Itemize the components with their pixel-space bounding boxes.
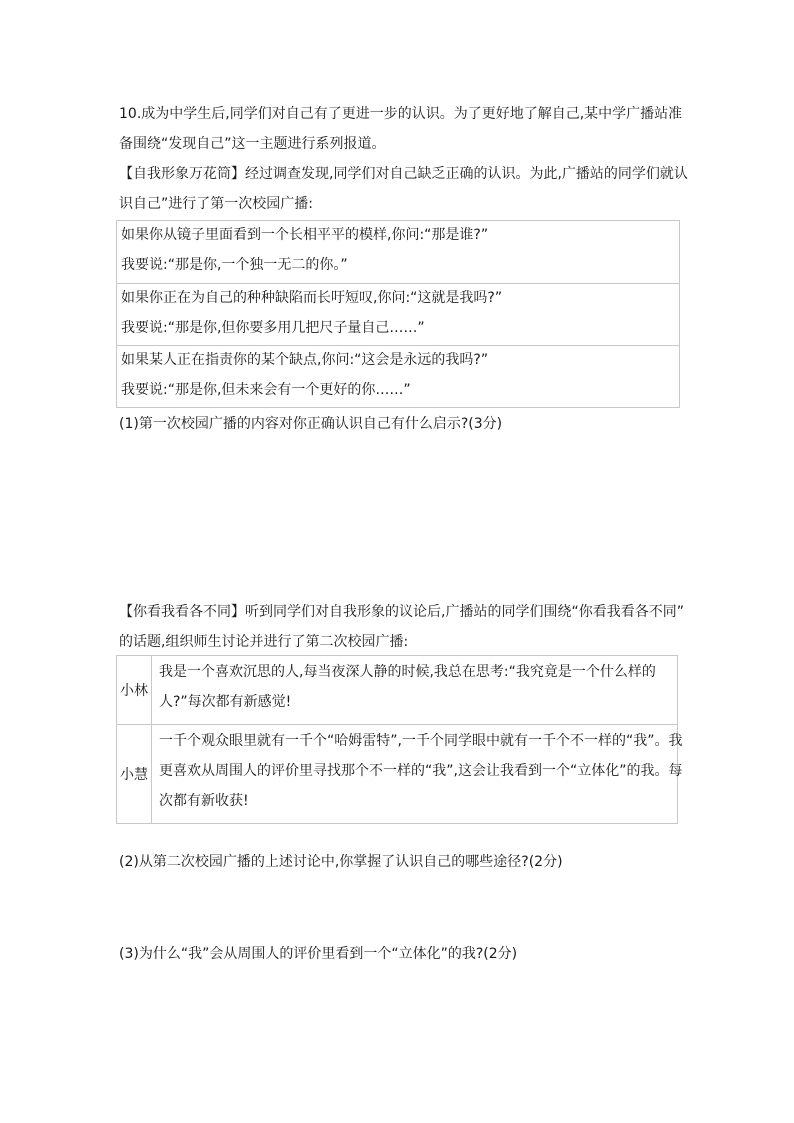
section2-intro-line-1: 【你看我看各不同】听到同学们对自我形象的议论后,广播站的同学们围绕“你看我看各不同” xyxy=(119,604,684,620)
section2-intro-line-2: 的话题,组织师生讨论并进行了第二次校园广播: xyxy=(119,634,409,650)
broadcast1-row xyxy=(117,284,679,346)
discussion-row xyxy=(117,656,678,725)
discussion-row xyxy=(117,725,678,824)
broadcast1-answer: 我要说:“那是你,但你要多用几把尺子量自己……” xyxy=(121,320,425,336)
discussion-line: 次都有新收获! xyxy=(159,793,249,809)
question-intro-line-2: 备围绕“发现自己”这一主题进行系列报道。 xyxy=(119,136,386,152)
broadcast1-row xyxy=(117,221,679,284)
discussion-content xyxy=(152,656,678,725)
sub-question-2: (2)从第二次校园广播的上述讨论中,你掌握了认识自己的哪些途径?(2分) xyxy=(119,854,563,870)
discussion-content xyxy=(152,725,683,824)
discussion-line: 一千个观众眼里就有一千个“哈姆雷特”,一千个同学眼中就有一千个不一样的“我”。我 xyxy=(159,733,683,749)
discussion-line: 更喜欢从周围人的评价里寻找那个不一样的“我”,这会让我看到一个“立体化”的我。每 xyxy=(159,763,683,779)
section1-intro-line-1: 【自我形象万花筒】经过调查发现,同学们对自己缺乏正确的认识。为此,广播站的同学们就认 xyxy=(119,166,688,182)
section1-intro-line-2: 识自己”进行了第一次校园广播: xyxy=(119,196,313,212)
broadcast1-answer: 我要说:“那是你,但未来会有一个更好的你……” xyxy=(121,382,411,398)
broadcast1-ask: 如果你正在为自己的种种缺陷而长吁短叹,你问:“这就是我吗?” xyxy=(121,290,503,306)
broadcast1-box xyxy=(116,220,680,408)
broadcast1-ask: 如果某人正在指责你的某个缺点,你问:“这会是永远的我吗?” xyxy=(121,352,489,368)
question-intro-line-1: 10.成为中学生后,同学们对自己有了更进一步的认识。为了更好地了解自己,某中学广播站准 xyxy=(119,106,683,122)
sub-question-1: (1)第一次校园广播的内容对你正确认识自己有什么启示?(3分) xyxy=(119,416,503,432)
broadcast1-row xyxy=(117,346,679,407)
discussion-table xyxy=(116,655,683,824)
discussion-line: 人?”每次都有新感觉! xyxy=(159,694,292,710)
broadcast1-answer: 我要说:“那是你,一个独一无二的你。” xyxy=(121,257,348,273)
sub-question-3: (3)为什么“我”会从周围人的评价里看到一个“立体化”的我?(2分) xyxy=(119,946,518,962)
speaker-name: 小林 xyxy=(117,656,152,725)
broadcast1-ask: 如果你从镜子里面看到一个长相平平的模样,你问:“那是谁?” xyxy=(121,227,489,243)
discussion-line: 我是一个喜欢沉思的人,每当夜深人静的时候,我总在思考:“我究竟是一个什么样的 xyxy=(159,664,656,680)
speaker-name: 小慧 xyxy=(117,725,152,824)
